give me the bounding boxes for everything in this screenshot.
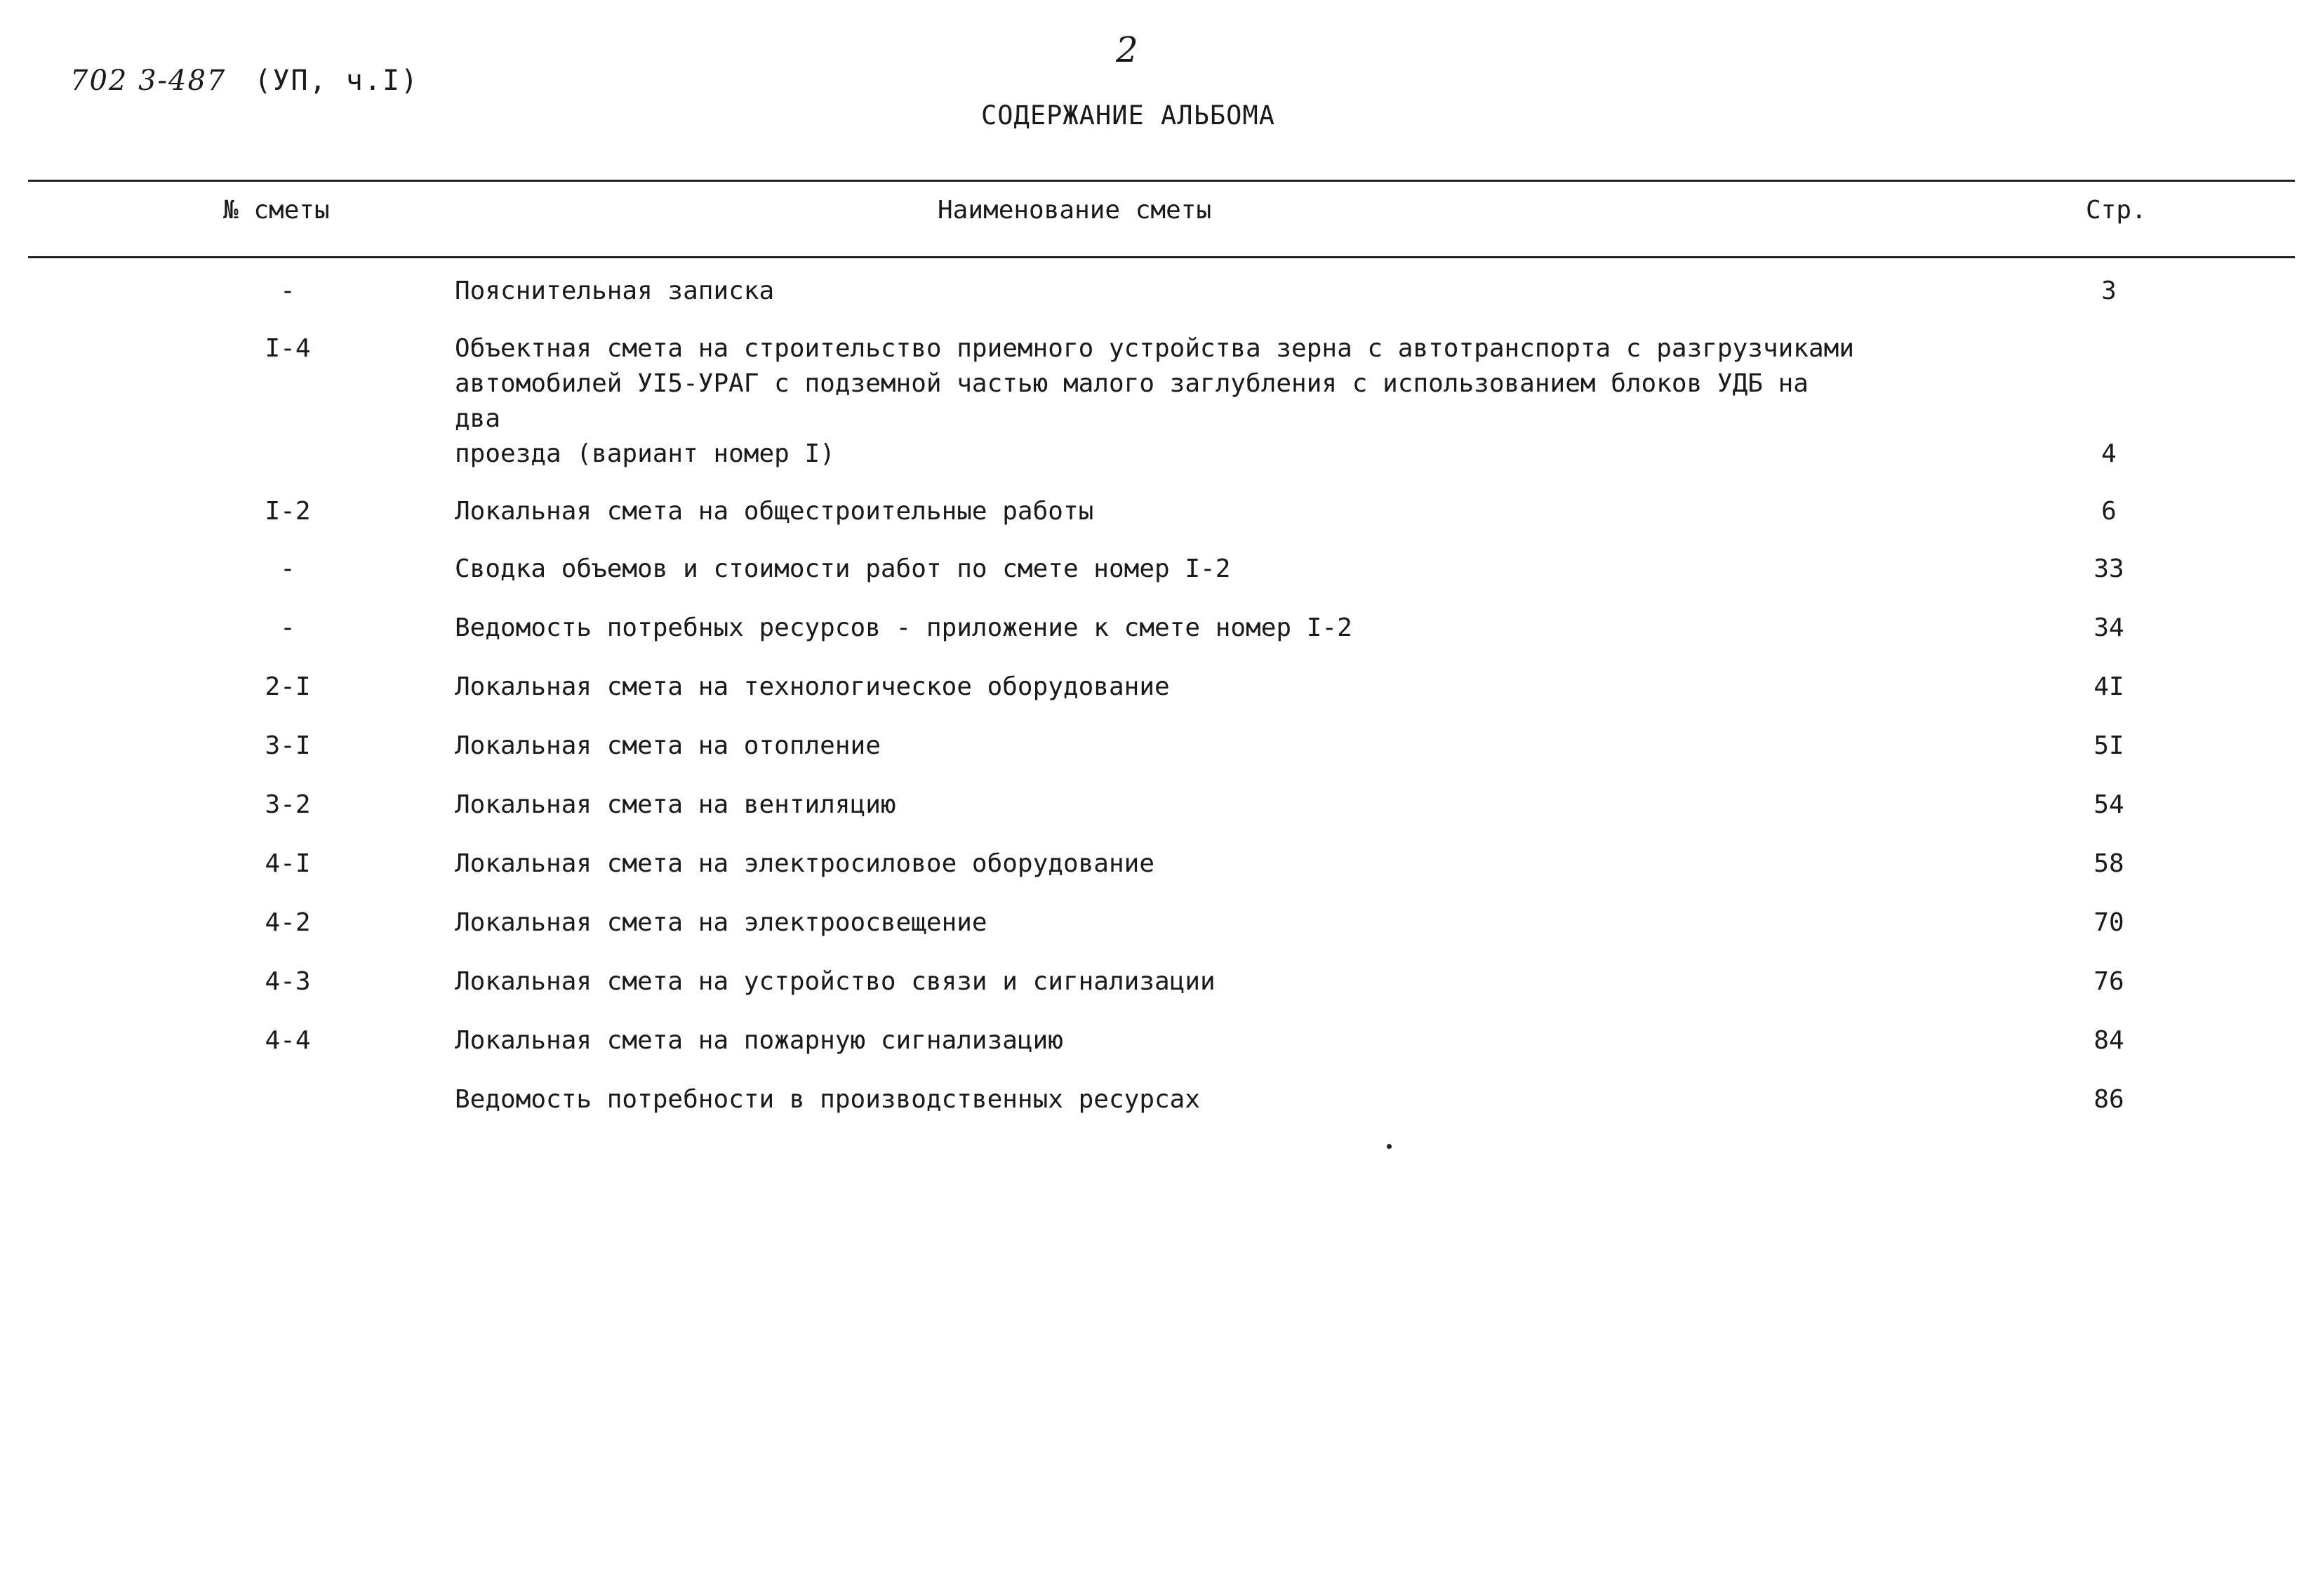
table-header-rule (28, 256, 2295, 258)
table-row (0, 670, 2304, 705)
document-code-number: 702 3-487 (70, 65, 227, 97)
table-row (0, 611, 2304, 646)
table-top-rule (28, 180, 2295, 182)
row-name: Локальная смета на электроосвещение (455, 908, 987, 937)
table-row (0, 905, 2304, 940)
row-page: 54 (2093, 790, 2124, 819)
row-name: Объектная смета на строительство приемного устройства зерна с автотранспорта с разгрузчиками автомобилей УI5-УРАГ с подземной частью малого заглубления с использованием блоков УДБ на два проезда (вариант номер I) (455, 334, 1854, 468)
row-name: Ведомость потребных ресурсов - приложение к смете номер I-2 (455, 613, 1352, 642)
stray-dot (1387, 1144, 1392, 1149)
table-row (0, 1023, 2304, 1058)
table-row (0, 331, 2304, 472)
row-page: 5I (2093, 731, 2124, 760)
row-number: I-2 (265, 497, 311, 526)
row-page: 3 (2101, 277, 2117, 305)
row-page: 58 (2093, 849, 2124, 878)
row-number: - (280, 277, 295, 305)
row-name: Локальная смета на вентиляцию (455, 790, 896, 819)
row-number: 3-2 (265, 790, 311, 819)
row-page: 84 (2093, 1026, 2124, 1055)
row-number: 4-I (265, 849, 311, 878)
page-title: СОДЕРЖАНИЕ АЛЬБОМА (981, 100, 1275, 131)
row-number: 4-3 (265, 967, 311, 996)
row-page: 76 (2093, 967, 2124, 996)
row-page: 6 (2101, 497, 2117, 526)
row-page: 86 (2093, 1085, 2124, 1114)
row-name: Локальная смета на общестроительные работы (455, 497, 1094, 526)
table-body (0, 274, 2304, 1117)
row-name: Локальная смета на электросиловое оборудование (455, 849, 1154, 878)
column-header-name: Наименование сметы (938, 196, 1212, 225)
column-header-num: № сметы (223, 196, 330, 225)
table-row (0, 1082, 2304, 1117)
table-row (0, 494, 2304, 529)
row-number: - (280, 613, 295, 642)
column-header-page: Стр. (2086, 196, 2147, 225)
row-page: 4 (2101, 439, 2117, 468)
row-page: 33 (2093, 554, 2124, 583)
document-code (70, 65, 419, 97)
document-code-suffix: (УП, ч.I) (254, 65, 420, 97)
row-name: Ведомость потребности в производственных ресурсах (455, 1085, 1201, 1114)
row-number: 4-4 (265, 1026, 311, 1055)
table-row (0, 787, 2304, 823)
row-name: Локальная смета на устройство связи и сигнализации (455, 967, 1216, 996)
row-page: 34 (2093, 613, 2124, 642)
row-page: 4I (2093, 672, 2124, 701)
row-number: 4-2 (265, 908, 311, 937)
row-number: 3-I (265, 731, 311, 760)
row-number: - (280, 554, 295, 583)
row-name: Локальная смета на технологическое оборудование (455, 672, 1170, 701)
table-row (0, 964, 2304, 999)
table-row (0, 274, 2304, 309)
row-name: Локальная смета на отопление (455, 731, 881, 760)
page-number: 2 (1116, 29, 1138, 70)
table-row (0, 846, 2304, 882)
row-name: Локальная смета на пожарную сигнализацию (455, 1026, 1063, 1055)
row-page: 70 (2093, 908, 2124, 937)
row-name: Пояснительная записка (455, 277, 775, 305)
row-number: 2-I (265, 672, 311, 701)
row-number: I-4 (265, 334, 311, 363)
table-row (0, 552, 2304, 587)
table-row (0, 729, 2304, 764)
row-name: Сводка объемов и стоимости работ по смете номер I-2 (455, 554, 1231, 583)
